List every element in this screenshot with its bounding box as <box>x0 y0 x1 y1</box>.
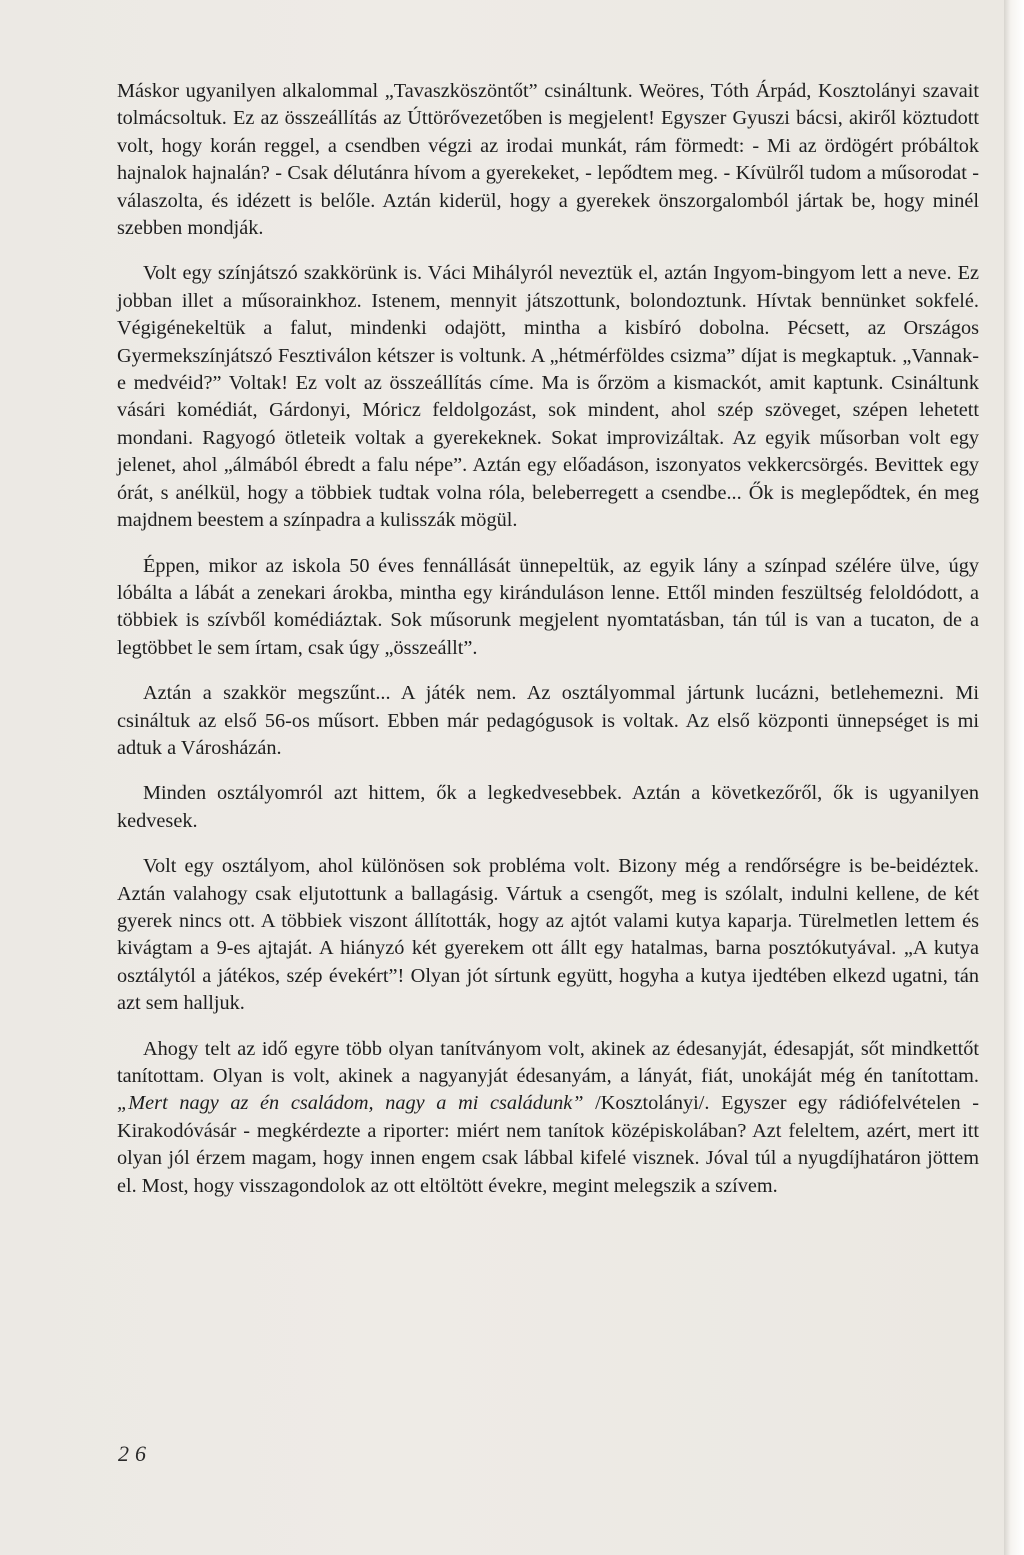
page-edge-shadow <box>1004 0 1024 1555</box>
kosztolanyi-quote: „Mert nagy az én családom, nagy a mi családunk” <box>117 1092 584 1115</box>
paragraph-tanitvanyok <box>117 1036 979 1200</box>
paragraph-szakkor-megszunt: Aztán a szakkör megszűnt... A játék nem. Az osztályommal jártunk lucázni, betlehemezni. Mi csináltuk az első 56-os műsort. Ebben már pedagógusok is voltak. Az első központi ünnepséget is mi adtuk a Városházán. <box>117 682 979 759</box>
paragraph-tavaszkoszonto: Máskor ugyanilyen alkalommal „Tavaszköszöntőt” csináltunk. Weöres, Tóth Árpád, Kosztolányi szavait tolmácsoltuk. Ez az összeállítás az Úttörővezetőben is megjelent! Egyszer Gyuszi bácsi, akiről köztudott volt, hogy korán reggel, a csendben végzi az irodai munkát, rám förmedt: - Mi az ördögért próbáltok hajnalok hajnalán? - Csak délutánra hívom a gyerekeket, - lepődtem meg. - Kívülről tudom a műsorodat - válaszolta, és idézett is belőle. Aztán kiderül, hogy a gyerekek önszorgalomból jártak be, hogy minél szebben mondják. <box>117 80 979 240</box>
paragraph-osztalyok: Minden osztályomról azt hittem, ők a legkedvesebbek. Aztán a következőről, ők is ugyanilyen kedvesek. <box>117 782 979 832</box>
paragraph-ballagas: Volt egy osztályom, ahol különösen sok probléma volt. Bizony még a rendőrségre is be-beidéztek. Aztán valahogy csak eljutottunk a ballagásig. Vártuk a csengőt, meg is szólalt, indulni kellene, de két gyerek nincs ott. A többiek viszont állították, hogy az ajtót valami kutya kaparja. Türelmetlen lettem és kivágtam a 9-es ajtaját. A hiányzó két gyerekem ott állt egy hatalmas, barna posztókutyával. „A kutya osztálytól a játékos, szép évekért”! Olyan jót sírtunk együtt, hogyha a kutya ijedtében elkezd ugatni, tán azt sem halljuk. <box>117 855 979 1015</box>
page-number: 26 <box>118 1441 152 1466</box>
paragraph-szinjatszo-szakkor: Volt egy színjátszó szakkörünk is. Váci Mihályról neveztük el, aztán Ingyom-bingyom lett a neve. Ez jobban illet a műsorainkhoz. Istenem, mennyit játszottunk, bolondoztunk. Hívtak bennünket sokfelé. Végigénekeltük a falut, mindenki odajött, mintha a kisbíró dobolna. Pécsett, az Országos Gyermekszínjátszó Fesztiválon kétszer is voltunk. A „hétmérföldes csizma” díjat is megkaptuk. „Vannak-e medvéid?” Voltak! Ez volt az összeállítás címe. Ma is őrzöm a kismackót, amit kaptunk. Csináltunk vásári komédiát, Gárdonyi, Móricz feldolgozást, sok mindent, ahol szép szöveget, szépen lehetett mondani. Ragyogó ötleteik voltak a gyerekeknek. Sokat improvizáltak. Az egyik műsorban volt egy jelenet, ahol „álmából ébredt a falu népe”. Aztán egy előadáson, iszonyatos vekkercsörgés. Bevittek egy órát, s anélkül, hogy a többiek tudtak volna róla, beleberregett a csendbe... Ők is meglepődtek, én meg majdnem beestem a színpadra a kulisszák mögül. <box>117 262 979 532</box>
paragraph-50-eves-unnep: Éppen, mikor az iskola 50 éves fennállását ünnepeltük, az egyik lány a színpad szélére ülve, úgy lóbálta a lábát a zenekari árokba, mintha egy kiránduláson lenne. Ettől minden feszültség feloldódott, a többiek is szívből komédiáztak. Sok műsorunk megjelent nyomtatásban, tán túl is van a tucaton, de a legtöbbet le sem írtam, csak úgy „összeállt”. <box>117 554 979 659</box>
paragraph-text-before-quote: Ahogy telt az idő egyre több olyan tanítványom volt, akinek az édesanyját, édesapját, sőt mindkettőt tanítottam. Olyan is volt, akinek a nagyanyját édesanyám, a lányát, fiát, unokáját még én tanítottam. <box>117 1037 979 1087</box>
paragraph-text-after-quote: /Kosztolányi/. Egyszer egy rádiófelvételen - Kirakodóvásár - megkérdezte a riporter: miért nem tanítok középiskolában? Azt feleltem, azért, mert itt olyan jól érzem magam, hogy innen engem csak lábbal kifelé visznek. Jóval túl a nyugdíjhatáron jöttem el. Most, hogy visszagondolok az ott eltöltött évekre, megint melegszik a szívem. <box>117 1092 979 1197</box>
body-text <box>117 78 979 1200</box>
